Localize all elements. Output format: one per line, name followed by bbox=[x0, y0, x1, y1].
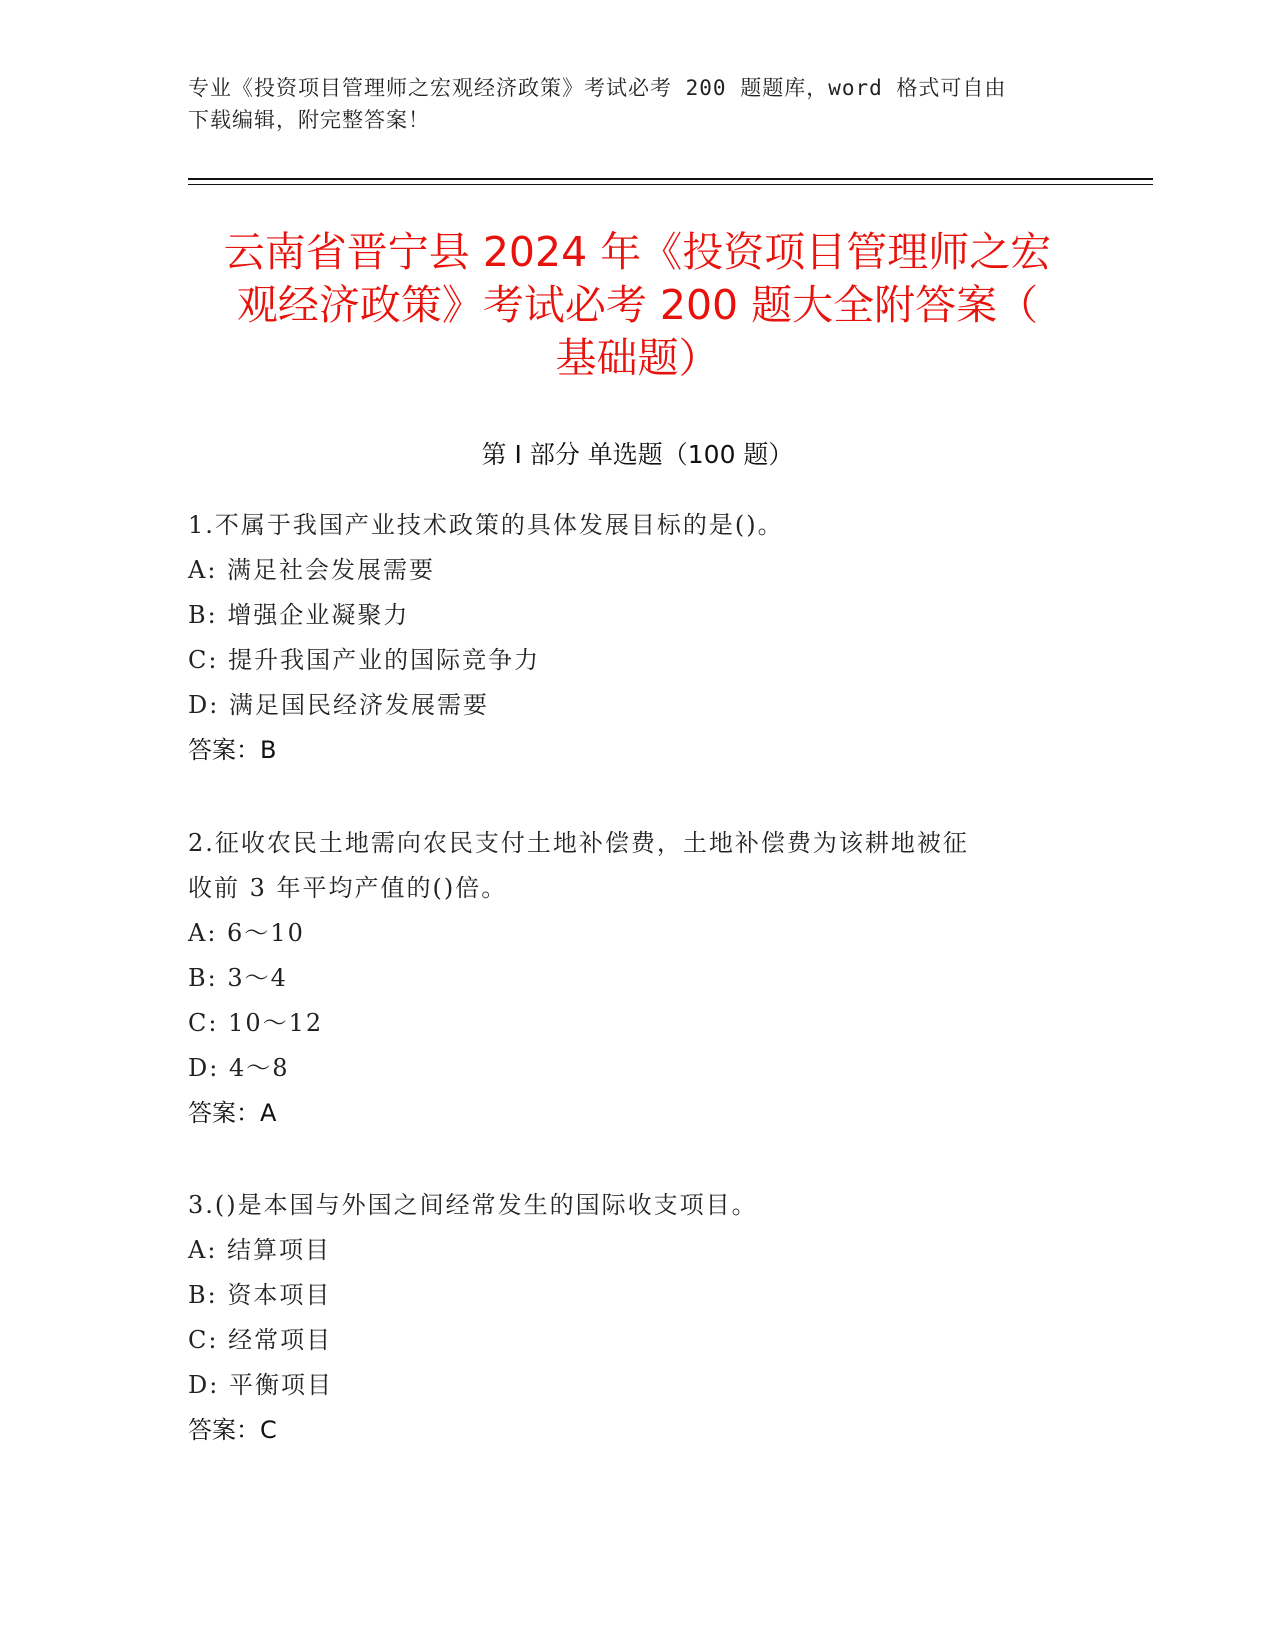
header-note bbox=[188, 72, 1088, 136]
question-2 bbox=[188, 821, 1088, 1136]
question-stem: 3.()是本国与外国之间经常发生的国际收支项目。 bbox=[188, 1191, 758, 1219]
option-c: C: 提升我国产业的国际竞争力 bbox=[188, 646, 541, 674]
answer: 答案：C bbox=[188, 1416, 277, 1444]
option-a: A: 6～10 bbox=[188, 919, 305, 947]
option-b: B: 增强企业凝聚力 bbox=[188, 601, 410, 629]
header-note-line-1: 专业《投资项目管理师之宏观经济政策》考试必考 200 题题库，word 格式可自由 bbox=[188, 76, 1007, 100]
option-b: B: 3～4 bbox=[188, 964, 288, 992]
section-title: 第 I 部分 单选题（100 题） bbox=[481, 440, 794, 469]
option-a: A: 结算项目 bbox=[188, 1236, 332, 1264]
question-stem: 2.征收农民土地需向农民支付土地补偿费，土地补偿费为该耕地被征 bbox=[188, 829, 969, 857]
header-divider-thin bbox=[188, 184, 1153, 185]
document-title bbox=[150, 226, 1125, 385]
header-divider-thick bbox=[188, 178, 1153, 180]
question-1 bbox=[188, 503, 1088, 773]
option-c: C: 10～12 bbox=[188, 1009, 324, 1037]
document-title-line-2: 观经济政策》考试必考 200 题大全附答案（ bbox=[236, 281, 1039, 329]
document-title-line-1: 云南省晋宁县 2024 年《投资项目管理师之宏 bbox=[223, 228, 1052, 276]
question-3 bbox=[188, 1183, 1088, 1453]
question-stem: 1.不属于我国产业技术政策的具体发展目标的是()。 bbox=[188, 511, 784, 539]
option-d: D: 满足国民经济发展需要 bbox=[188, 691, 489, 719]
question-stem-continued: 收前 3 年平均产值的()倍。 bbox=[188, 874, 508, 902]
option-c: C: 经常项目 bbox=[188, 1326, 333, 1354]
document-title-line-3: 基础题） bbox=[555, 334, 720, 382]
option-d: D: 平衡项目 bbox=[188, 1371, 333, 1399]
option-d: D: 4～8 bbox=[188, 1054, 290, 1082]
header-note-line-2: 下载编辑，附完整答案！ bbox=[188, 108, 430, 132]
answer: 答案：B bbox=[188, 736, 277, 764]
answer: 答案：A bbox=[188, 1099, 277, 1127]
option-b: B: 资本项目 bbox=[188, 1281, 332, 1309]
option-a: A: 满足社会发展需要 bbox=[188, 556, 436, 584]
